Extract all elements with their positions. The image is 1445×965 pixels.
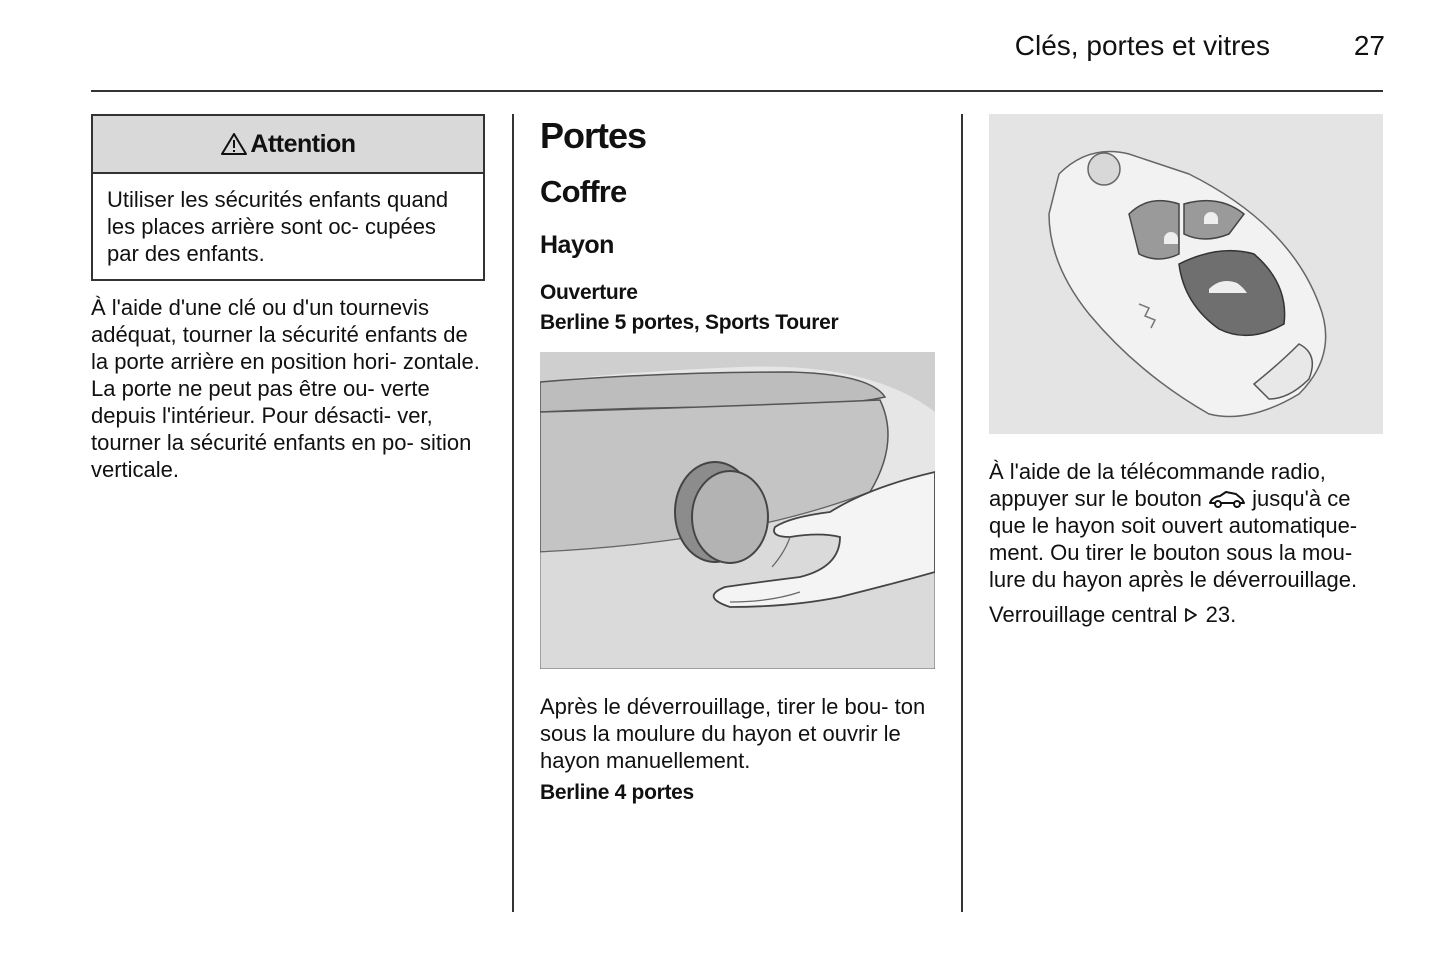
reference-arrow-icon xyxy=(1183,607,1199,623)
remote-opening-paragraph xyxy=(989,458,1383,593)
warning-header xyxy=(93,116,483,174)
reference-page-link[interactable]: 23. xyxy=(1205,602,1237,627)
central-locking-reference xyxy=(989,601,1383,628)
section-heading-portes: Portes xyxy=(540,115,647,156)
subheading-ouverture: Ouverture xyxy=(540,281,638,304)
warning-box xyxy=(91,114,485,281)
header-divider xyxy=(91,90,1383,92)
tailgate-manual-paragraph: Après le déverrouillage, tirer le bou- ton sous la moulure du hayon et ouvrir le hayon manuellement. xyxy=(540,694,926,773)
right-column xyxy=(989,114,1383,628)
section-heading-coffre: Coffre xyxy=(540,174,627,209)
remote-paragraph-end: jusqu'à ce que le hayon soit ouvert automatique- ment. Ou tirer le bouton sous la mou- lure du hayon après le déverrouillage. xyxy=(989,486,1358,592)
remote-key-illustration xyxy=(989,114,1383,434)
warning-triangle-icon xyxy=(220,132,248,156)
tailgate-handle-illustration xyxy=(540,352,935,669)
column-divider-right xyxy=(961,114,963,912)
left-column xyxy=(91,114,485,483)
subheading-berline-5-portes: Berline 5 portes, Sports Tourer xyxy=(540,311,839,334)
chapter-title: Clés, portes et vitres xyxy=(1014,30,1270,61)
warning-text: Utiliser les sécurités enfants quand les places arrière sont oc- cupées par des enfants. xyxy=(107,187,449,266)
car-tailgate-icon xyxy=(1208,489,1246,509)
remote-paragraph-start: À l'aide de la télécommande radio, appuyer sur le bouton xyxy=(989,459,1326,511)
subheading-berline-4-portes: Berline 4 portes xyxy=(540,781,694,804)
reference-text: Verrouillage central xyxy=(989,602,1178,627)
page-number: 27 xyxy=(1353,30,1385,61)
warning-title: Attention xyxy=(250,129,356,158)
column-divider-left xyxy=(512,114,514,912)
middle-column xyxy=(540,114,937,808)
remote-key-drawing xyxy=(989,114,1383,434)
section-heading-hayon: Hayon xyxy=(540,231,614,259)
tailgate-handle-drawing xyxy=(540,352,935,669)
child-lock-paragraph: À l'aide d'une clé ou d'un tournevis adéquat, tourner la sécurité enfants de la porte arrière en position hori- zontale. La porte ne peut pas être ou- verte depuis l'intérieur. Pour désacti- ver, tourner la sécurité enfants en po- sition verticale. xyxy=(91,295,480,482)
